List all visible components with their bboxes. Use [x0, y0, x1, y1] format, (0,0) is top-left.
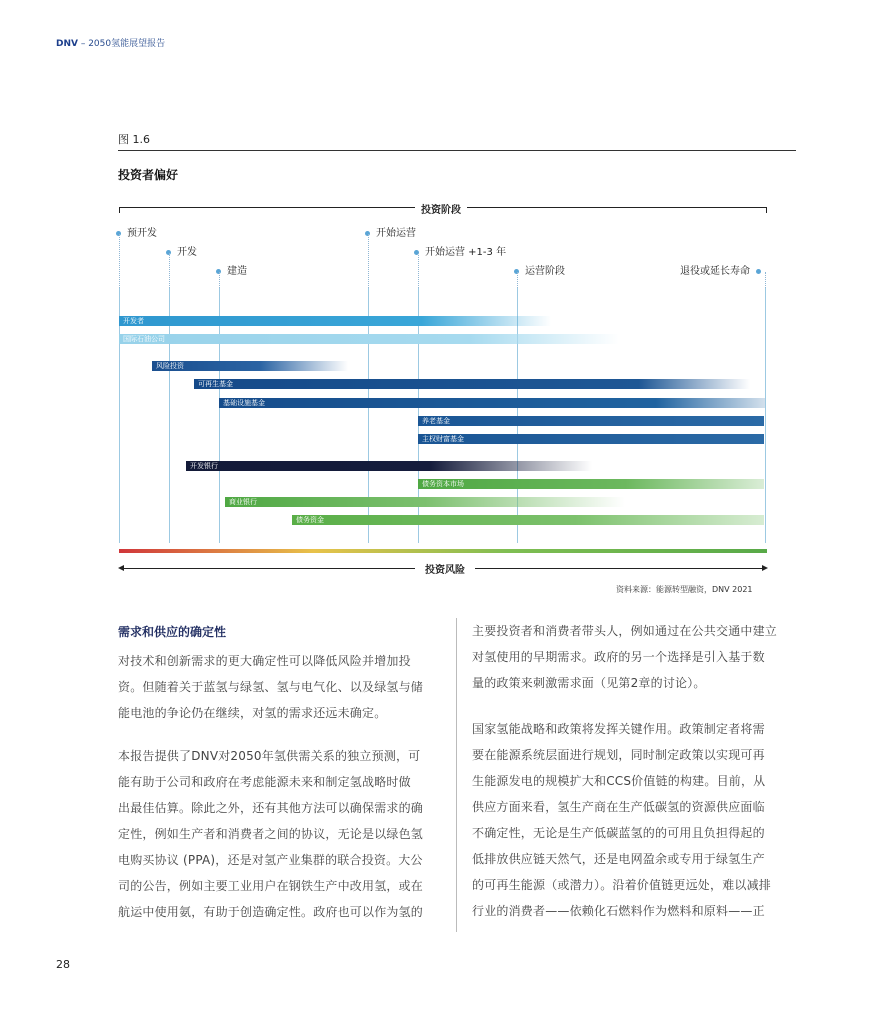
bar-debt-capital-market: 债务资本市场 — [418, 479, 764, 489]
bar-development-bank: 开发银行 — [186, 461, 592, 471]
connector-line — [119, 234, 120, 288]
milestone-operation-phase: 运营阶段 — [514, 262, 565, 277]
connector-line — [169, 253, 170, 288]
arrow-right-icon — [762, 565, 768, 571]
guide-line — [219, 288, 220, 543]
page-number: 28 — [56, 958, 70, 971]
milestone-construction: 建造 — [216, 262, 247, 277]
connector-line — [765, 272, 766, 288]
report-title: – 2050氢能展望报告 — [77, 39, 166, 49]
bar-commercial-bank: 商业银行 — [225, 497, 625, 507]
connector-line — [517, 272, 518, 288]
guide-line — [169, 288, 170, 543]
connector-line — [219, 272, 220, 288]
left-paragraph-2: 本报告提供了DNV对2050年氢供需关系的独立预测，可 能有助于公司和政府在考虑能源未来和制定氢战略时做 出最佳估算。除此之外，还有其他方法可以确保需求的确 定性，例如生产者和消费者之间的协议，无论是以绿色氢 电购买协议 (PPA)，还是对氢产业集群的联合投资。大公 司的公告，例如主要工业用户在钢铁生产中改用氢，或在 航运中使用氨，有助于创造确定性。政府也可以作为氢的 — [118, 749, 424, 919]
bar-sovereign-wealth-fund: 主权财富基金 — [418, 434, 764, 444]
running-header — [56, 36, 165, 49]
right-paragraph-1: 主要投资者和消费者带头人，例如通过在公共交通中建立 对氢使用的早期需求。政府的另一个选择是引入基于数 量的政策来刺激需求面（见第2章的讨论）。 — [472, 624, 778, 690]
bar-infrastructure-fund: 基础设施基金 — [219, 398, 765, 408]
figure-rule — [118, 150, 796, 151]
bar-developer: 开发者 — [119, 316, 551, 326]
guide-line — [765, 288, 766, 543]
bar-international-oil-company: 国际石油公司 — [119, 334, 619, 344]
milestone-pre-development: 预开发 — [116, 224, 157, 239]
bar-renewable-fund: 可再生基金 — [194, 379, 750, 389]
figure-number: 图 1.6 — [118, 133, 150, 146]
section-title: 需求和供应的确定性 — [118, 625, 227, 639]
milestone-start-operation: 开始运营 — [365, 224, 416, 239]
milestone-decommission: 退役或延长寿命 — [680, 262, 761, 277]
stage-label: 投资阶段 — [415, 201, 467, 216]
bar-pension-fund: 养老基金 — [418, 416, 764, 426]
bar-venture-capital: 风险投资 — [152, 361, 348, 371]
figure-title: 投资者偏好 — [118, 168, 179, 182]
bar-debt-financing: 债务资金 — [292, 515, 764, 525]
connector-line — [368, 234, 369, 288]
arrow-left-icon — [118, 565, 124, 571]
risk-gradient-bar — [119, 549, 767, 553]
left-paragraph-1: 对技术和创新需求的更大确定性可以降低风险并增加投 资。但随着关于蓝氢与绿氢、氢与电气化、以及绿氢与储 能电池的争论仍在继续，对氢的需求还远未确定。 — [118, 654, 424, 720]
risk-label: 投资风险 — [415, 561, 475, 576]
milestone-operation-1-3-years: 开始运营 +1-3 年 — [414, 243, 506, 258]
column-divider — [456, 618, 457, 932]
guide-line — [119, 288, 120, 543]
right-paragraph-2: 国家氢能战略和政策将发挥关键作用。政策制定者将需 要在能源系统层面进行规划，同时制定政策以实现可再 生能源发电的规模扩大和CCS价值链的构建。目前，从 供应方面来看，氢生产商在生产低碳氢的资源供应面临 不确定性，无论是生产低碳蓝氢的的可用且负担得起的 低排放供应链天然气，还是电网盈余或专用于绿氢生产 的可再生能源（或潜力）。沿着价值链更远处，难以减排 行业的消费者——依赖化石燃料作为燃料和原料——正 — [472, 722, 772, 918]
milestone-development: 开发 — [166, 243, 197, 258]
milestone-dot-icon — [756, 269, 761, 274]
figure-source: 资料来源：能源转型融资，DNV 2021 — [616, 585, 753, 594]
connector-line — [418, 253, 419, 288]
brand-name: DNV — [56, 39, 78, 49]
